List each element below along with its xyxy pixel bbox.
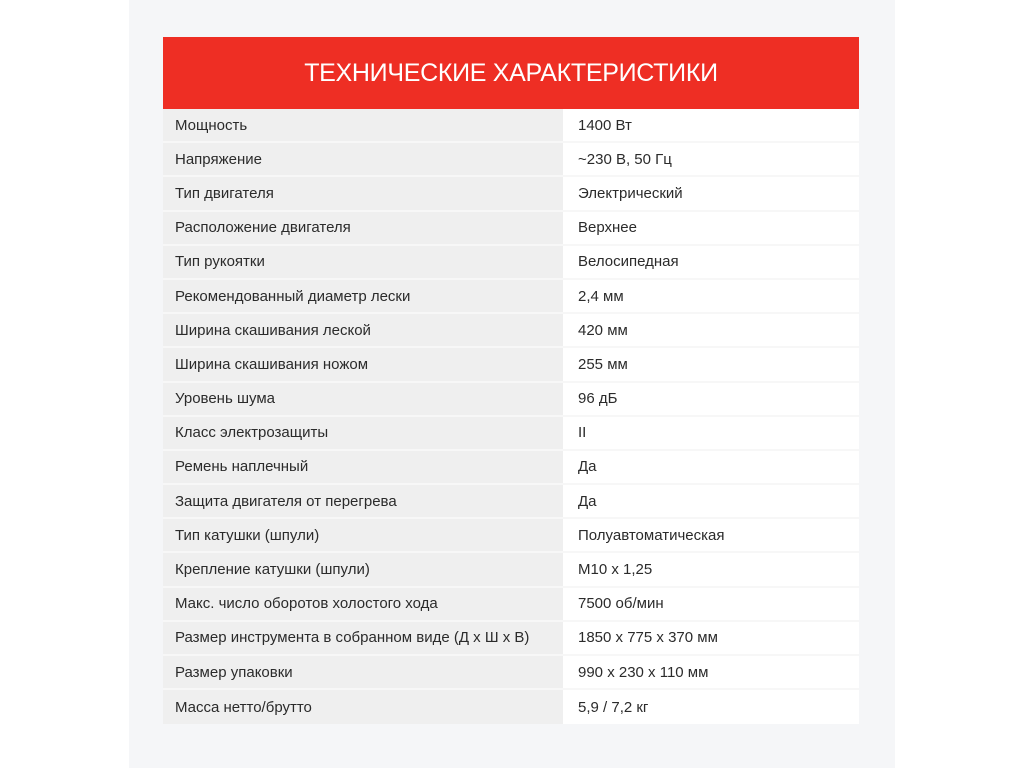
spec-value: М10 х 1,25	[563, 553, 859, 585]
spec-value: 420 мм	[563, 314, 859, 346]
spec-label: Размер инструмента в собранном виде (Д х Ш х В)	[163, 622, 563, 654]
spec-value: 990 х 230 х 110 мм	[563, 656, 859, 688]
spec-value: Да	[563, 451, 859, 483]
spec-label: Расположение двигателя	[163, 212, 563, 244]
specs-title: ТЕХНИЧЕСКИЕ ХАРАКТЕРИСТИКИ	[304, 58, 718, 87]
spec-row	[163, 143, 859, 177]
spec-row	[163, 314, 859, 348]
spec-label: Защита двигателя от перегрева	[163, 485, 563, 517]
spec-value: 96 дБ	[563, 383, 859, 415]
spec-value: 255 мм	[563, 348, 859, 380]
spec-row	[163, 485, 859, 519]
spec-value: Да	[563, 485, 859, 517]
spec-row	[163, 383, 859, 417]
spec-row	[163, 109, 859, 143]
spec-row	[163, 519, 859, 553]
spec-row	[163, 451, 859, 485]
spec-label: Макс. число оборотов холостого хода	[163, 588, 563, 620]
spec-label: Ширина скашивания леской	[163, 314, 563, 346]
spec-value: Верхнее	[563, 212, 859, 244]
spec-label: Масса нетто/брутто	[163, 690, 563, 724]
spec-value: Полуавтоматическая	[563, 519, 859, 551]
spec-row	[163, 212, 859, 246]
spec-row	[163, 622, 859, 656]
spec-value: 7500 об/мин	[563, 588, 859, 620]
specs-table	[163, 37, 859, 724]
spec-label: Рекомендованный диаметр лески	[163, 280, 563, 312]
spec-value: Электрический	[563, 177, 859, 209]
spec-row	[163, 177, 859, 211]
spec-label: Ремень наплечный	[163, 451, 563, 483]
spec-label: Крепление катушки (шпули)	[163, 553, 563, 585]
spec-row	[163, 417, 859, 451]
specs-rows	[163, 109, 859, 724]
spec-value: II	[563, 417, 859, 449]
spec-row	[163, 690, 859, 724]
spec-label: Размер упаковки	[163, 656, 563, 688]
spec-row	[163, 246, 859, 280]
spec-row	[163, 348, 859, 382]
spec-label: Класс электрозащиты	[163, 417, 563, 449]
spec-value: 1400 Вт	[563, 109, 859, 141]
spec-value: Велосипедная	[563, 246, 859, 278]
spec-label: Уровень шума	[163, 383, 563, 415]
spec-label: Тип рукоятки	[163, 246, 563, 278]
spec-label: Тип катушки (шпули)	[163, 519, 563, 551]
spec-value: ~230 В, 50 Гц	[563, 143, 859, 175]
spec-label: Мощность	[163, 109, 563, 141]
spec-row	[163, 280, 859, 314]
specs-header	[163, 37, 859, 109]
spec-row	[163, 553, 859, 587]
spec-value: 5,9 / 7,2 кг	[563, 690, 859, 724]
spec-row	[163, 656, 859, 690]
spec-value: 2,4 мм	[563, 280, 859, 312]
spec-label: Напряжение	[163, 143, 563, 175]
spec-label: Тип двигателя	[163, 177, 563, 209]
spec-label: Ширина скашивания ножом	[163, 348, 563, 380]
spec-row	[163, 588, 859, 622]
spec-value: 1850 х 775 х 370 мм	[563, 622, 859, 654]
